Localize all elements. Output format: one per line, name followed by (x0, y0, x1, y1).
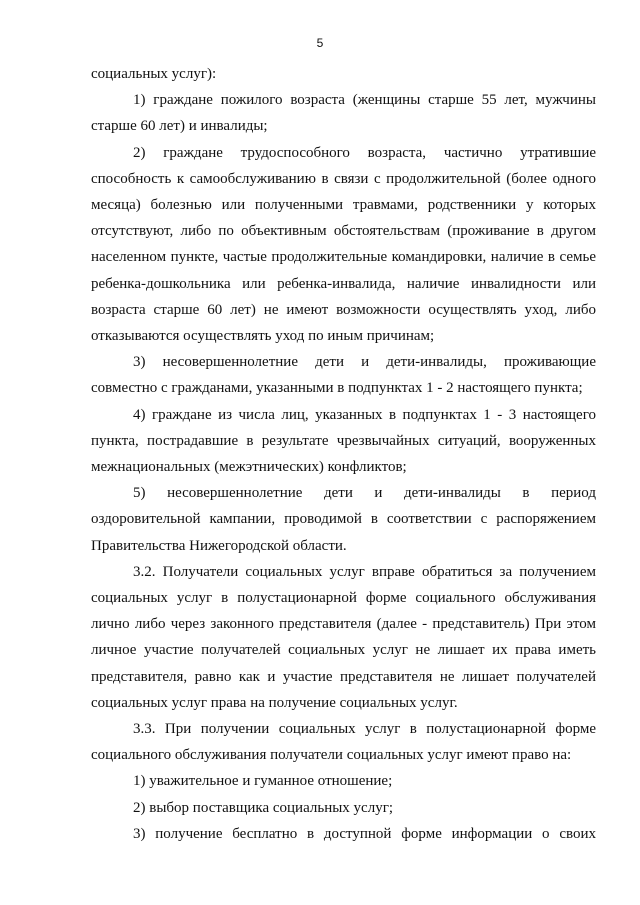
paragraph-continuation: социальных услуг): (91, 66, 217, 82)
paragraph-right-2: 2) выбор поставщика социальных услуг; (133, 799, 394, 816)
paragraph-right-1: 1) уважительное и гуманное отношение; (133, 773, 393, 790)
paragraph-right-3: 3) получение бесплатно в доступной форме информации о своих (133, 825, 596, 842)
paragraph-item-4: 4) граждане из числа лиц, указанных в подпунктах 1 - 3 настоящего пункта, пострадавшие в результате чрезвычайных ситуаций, вооруженных межнациональных (межэтнических) конфликтов; (91, 406, 596, 476)
paragraph-item-1: 1) граждане пожилого возраста (женщины старше 55 лет, мужчины старше 60 лет) и инвалиды; (91, 92, 596, 135)
paragraph-section-3-3: 3.3. При получении социальных услуг в полустационарной форме социального обслуживания получатели социальных услуг имеют право на: (91, 721, 596, 764)
document-body (91, 61, 596, 847)
page-number: 5 (316, 36, 324, 50)
paragraph-section-3-2: 3.2. Получатели социальных услуг вправе обратиться за получением социальных услуг в полустационарной форме социального обслуживания лично либо через законного представителя (далее - представитель) При этом личное участие получателей социальных услуг не лишает их права иметь представителя, равно как и участие представителя не лишает получателей социальных услуг права на получение социальных услуг. (91, 563, 596, 711)
paragraph-item-2: 2) граждане трудоспособного возраста, частично утратившие способность к самообслуживанию в связи с продолжительной (более одного месяца) болезнью или полученными травмами, родственники у которых отсутствуют, либо по объективным обстоятельствам (проживание в другом населенном пункте, частые продолжительные командировки, наличие в семье ребенка-дошкольника или ребенка-инвалида, наличие инвалидности или возраста старше 60 лет) не имеют возможности осуществлять уход, либо отказываются осуществлять уход по иным причинам; (91, 144, 596, 345)
paragraph-item-3: 3) несовершеннолетние дети и дети-инвалиды, проживающие совместно с гражданами, указанными в подпунктах 1 - 2 настоящего пункта; (91, 354, 596, 397)
paragraph-item-5: 5) несовершеннолетние дети и дети-инвалиды в период оздоровительной кампании, проводимой в соответствии с распоряжением Правительства Нижегородской области. (91, 485, 596, 554)
